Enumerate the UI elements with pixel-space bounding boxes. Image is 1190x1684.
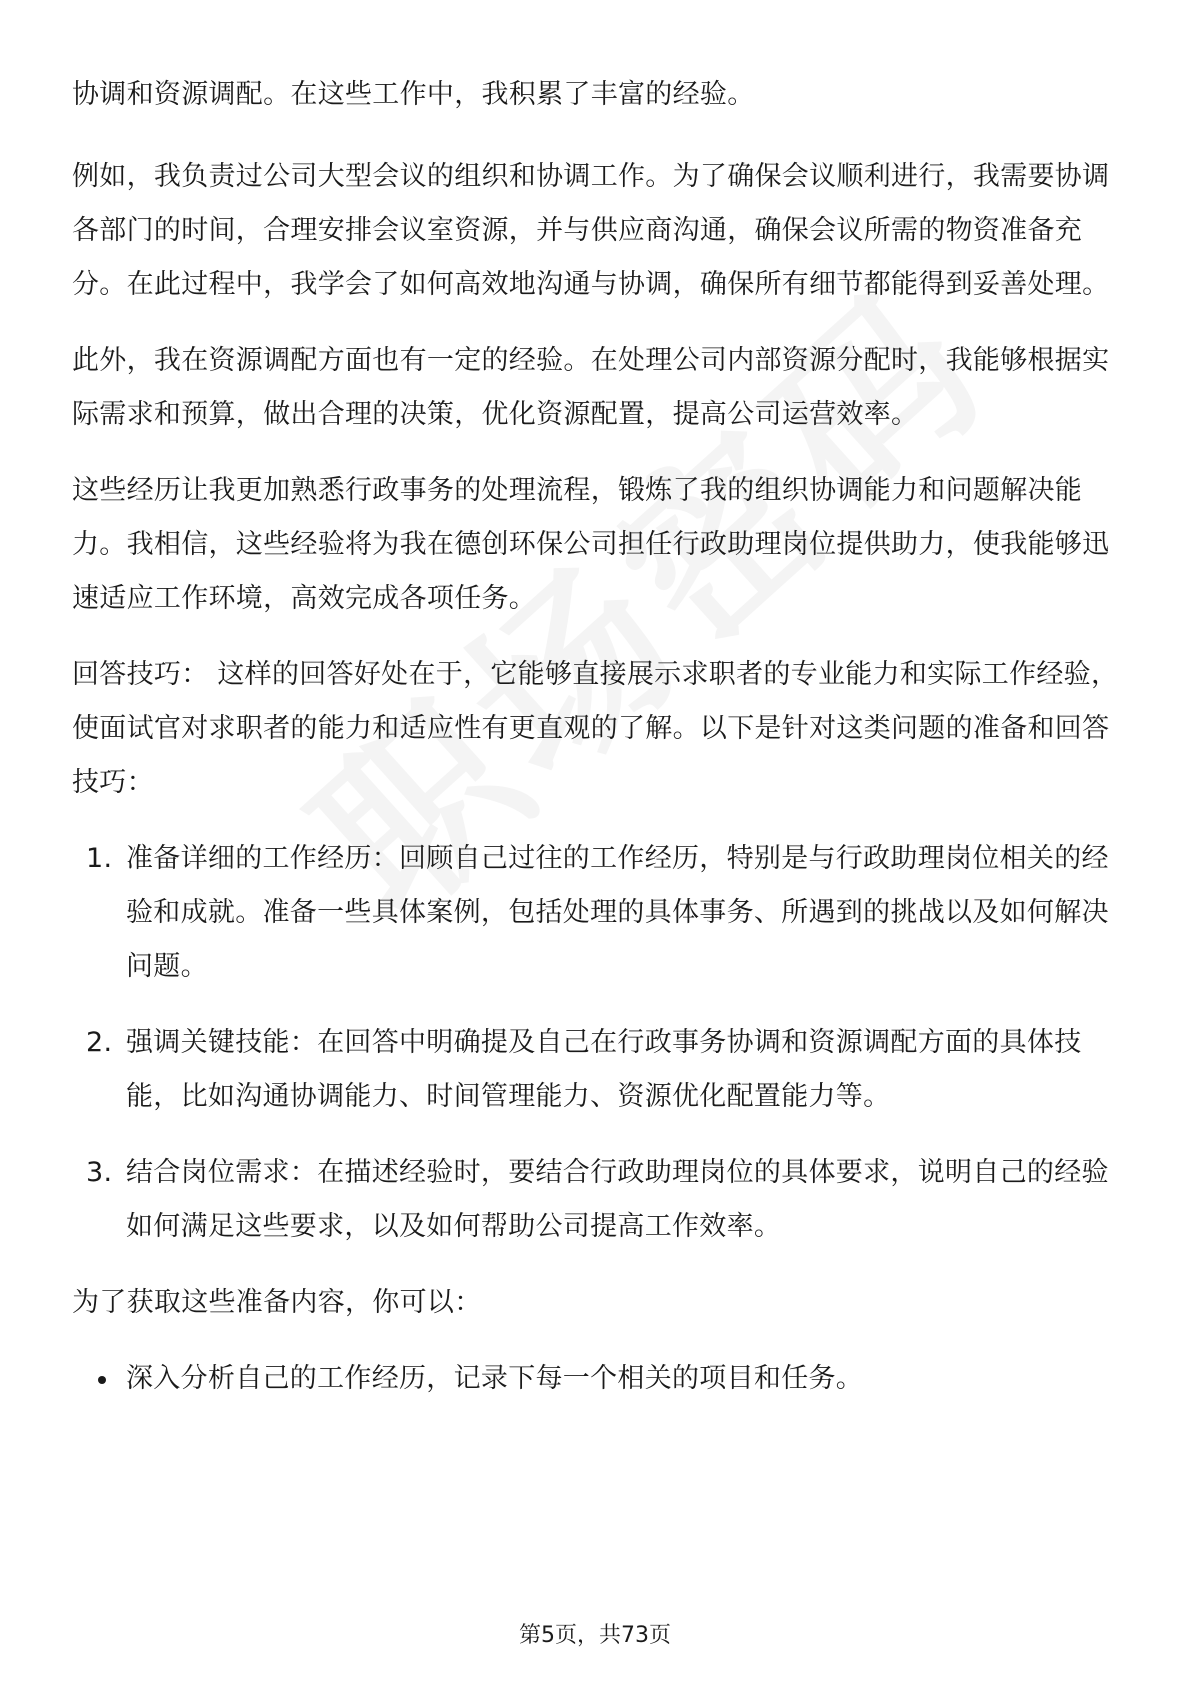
list-number: 3. (86, 1157, 113, 1188)
list-number: 1. (86, 843, 113, 874)
tip-text: 结合岗位需求：在描述经验时，要结合行政助理岗位的具体要求，说明自己的经验如何满足这些要求，以及如何帮助公司提高工作效率。 (126, 1157, 1109, 1242)
list-number: 2. (86, 1027, 113, 1058)
page-number-footer: 第5页，共73页 (519, 1623, 671, 1648)
paragraph-summary: 这些经历让我更加熟悉行政事务的处理流程，锻炼了我的组织协调能力和问题解决能力。我相信，这些经验将为我在德创环保公司担任行政助理岗位提供助力，使我能够迅速适应工作环境，高效完成各项任务。 (72, 475, 1110, 614)
tips-list (72, 832, 1120, 1254)
tip-item (72, 832, 1120, 994)
paragraph-answer-tips: 回答技巧： 这样的回答好处在于，它能够直接展示求职者的专业能力和实际工作经验，使面试官对求职者的能力和适应性有更直观的了解。以下是针对这类问题的准备和回答技巧： (72, 659, 1119, 798)
tip-item (72, 1016, 1120, 1124)
tip-text: 准备详细的工作经历：回顾自己过往的工作经历，特别是与行政助理岗位相关的经验和成就。准备一些具体案例，包括处理的具体事务、所遇到的挑战以及如何解决问题。 (126, 843, 1109, 982)
bullet-list (72, 1352, 1120, 1406)
page-content (72, 68, 1120, 1406)
paragraph-resource: 此外，我在资源调配方面也有一定的经验。在处理公司内部资源分配时，我能够根据实际需求和预算，做出合理的决策，优化资源配置，提高公司运营效率。 (72, 345, 1110, 430)
bullet-dot-icon (98, 1376, 106, 1384)
prep-intro: 为了获取这些准备内容，你可以： (72, 1287, 482, 1318)
bullet-text: 深入分析自己的工作经历，记录下每一个相关的项目和任务。 (126, 1363, 864, 1394)
paragraph-example: 例如，我负责过公司大型会议的组织和协调工作。为了确保会议顺利进行，我需要协调各部门的时间，合理安排会议室资源，并与供应商沟通，确保会议所需的物资准备充分。在此过程中，我学会了如何高效地沟通与协调，确保所有细节都能得到妥善处理。 (72, 161, 1110, 300)
tip-text: 强调关键技能：在回答中明确提及自己在行政事务协调和资源调配方面的具体技能，比如沟通协调能力、时间管理能力、资源优化配置能力等。 (126, 1027, 1082, 1112)
paragraph-continuation: 协调和资源调配。在这些工作中，我积累了丰富的经验。 (72, 79, 755, 110)
tip-item (72, 1146, 1120, 1254)
bullet-item (72, 1352, 1120, 1406)
